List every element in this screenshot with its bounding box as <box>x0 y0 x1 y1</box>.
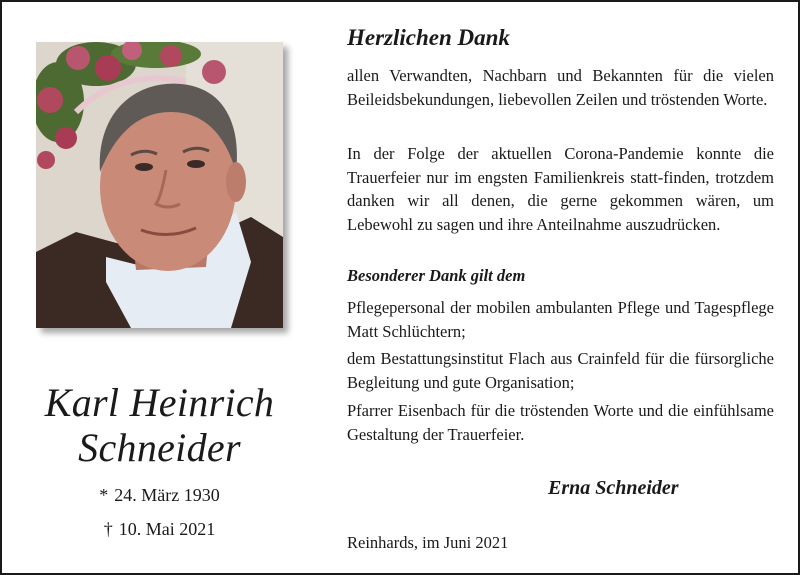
death-date-line <box>22 518 297 540</box>
signature: Erna Schneider <box>548 477 679 499</box>
death-symbol: † <box>103 519 113 539</box>
place-and-date: Reinhards, im Juni 2021 <box>347 533 509 552</box>
portrait-photo <box>36 42 283 328</box>
deceased-name <box>22 380 297 470</box>
thanks-paragraph-2: In der Folge der aktuellen Corona-Pandemie konnte die Trauerfeier nur im engsten Familienkreis statt-finden, trotzdem danken wir all denen, die gerne gekommen wären, um Lebewohl zu sagen und ihre Anteilnahme auszudrücken. <box>347 144 774 234</box>
deceased-name-line2: Schneider <box>78 425 241 470</box>
special-thanks-item-1: Pflegepersonal der mobilen ambulanten Pflege und Tagespflege Matt Schlüchtern; <box>347 298 774 341</box>
special-thanks-item-2: dem Bestattungsinstitut Flach aus Crainfeld für die fürsorgliche Begleitung und gute Organisation; <box>347 349 774 392</box>
thanks-paragraph-1: allen Verwandten, Nachbarn und Bekannten für die vielen Beileidsbekundungen, liebevollen Zeilen und tröstenden Worte. <box>347 66 774 109</box>
special-thanks-heading: Besonderer Dank gilt dem <box>347 266 526 285</box>
notice-heading: Herzlichen Dank <box>347 25 510 50</box>
portrait-image <box>36 42 283 328</box>
deceased-name-line1: Karl Heinrich <box>44 380 275 425</box>
death-date: 10. Mai 2021 <box>118 519 216 539</box>
birth-date-line <box>22 484 297 506</box>
special-thanks-item-3: Pfarrer Eisenbach für die tröstenden Worte und die einfühlsame Gestaltung der Trauerfeier. <box>347 401 774 444</box>
birth-symbol: * <box>99 485 109 505</box>
birth-date: 24. März 1930 <box>114 485 220 505</box>
